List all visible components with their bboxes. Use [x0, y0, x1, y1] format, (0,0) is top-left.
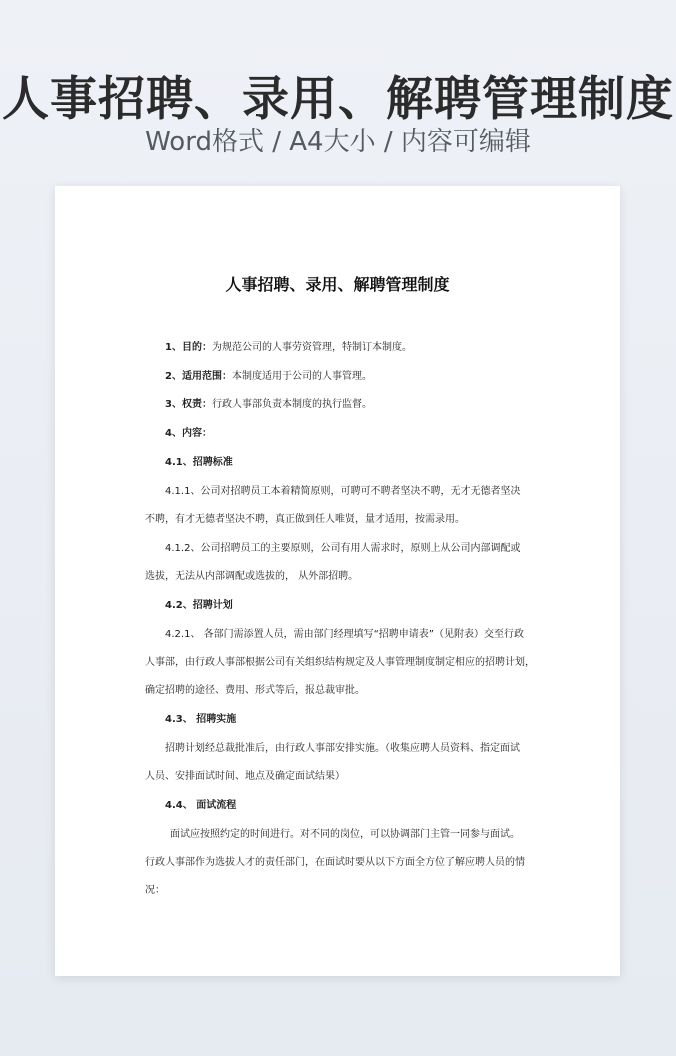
section-4-4-heading: 4.4、 面试流程 — [165, 800, 237, 811]
authority-text: 行政人事部负责本制度的执行监督。 — [211, 399, 372, 410]
purpose-paragraph — [165, 341, 412, 355]
section-4-4-line-3: 况： — [145, 885, 165, 896]
section-4-3-line-1: 招聘计划经总裁批准后，由行政人事部安排实施。（收集应聘人员资料、指定面试 — [165, 743, 520, 754]
section-4-1-heading: 4.1、招聘标准 — [165, 457, 233, 468]
section-4-1-1-line-2: 不聘，有才无德者坚决不聘，真正做到任人唯贤，量才适用，按需录用。 — [145, 514, 465, 525]
section-4-2-1-line-1: 4.2.1、 各部门需添置人员，需由部门经理填写“招聘申请表”（见附表）交至行政 — [165, 629, 524, 640]
section-4-2-1-line-3: 确定招聘的途径、费用、形式等后，报总裁审批。 — [145, 685, 365, 696]
content-heading: 4、内容： — [165, 428, 212, 439]
section-4-3-line-2: 人员、安排面试时间、地点及确定面试结果） — [145, 771, 345, 782]
authority-label: 3、权责： — [165, 399, 212, 410]
purpose-text: 为规范公司的人事劳资管理，特制订本制度。 — [211, 342, 412, 353]
section-4-4-line-1: 面试应按照约定的时间进行。对不同的岗位，可以协调部门主管一同参与面试。 — [170, 829, 520, 840]
section-4-1-2-line-1: 4.1.2、公司招聘员工的主要原则，公司有用人需求时，原则上从公司内部调配或 — [165, 543, 521, 554]
section-4-3-heading: 4.3、 招聘实施 — [165, 714, 237, 725]
section-4-2-1-line-2: 人事部，由行政人事部根据公司有关组织结构规定及人事管理制度制定相应的招聘计划， — [145, 657, 535, 668]
banner-title: 人事招聘、录用、解聘管理制度 — [2, 72, 674, 127]
banner-subtitle: Word格式 / A4大小 / 内容可编辑 — [145, 127, 531, 157]
scope-paragraph — [165, 370, 372, 384]
section-4-2-heading: 4.2、招聘计划 — [165, 600, 233, 611]
scope-label: 2、适用范围： — [165, 371, 232, 382]
scope-text: 本制度适用于公司的人事管理。 — [231, 371, 372, 382]
section-4-1-1-line-1: 4.1.1、公司对招聘员工本着精简原则，可聘可不聘者坚决不聘，无才无德者坚决 — [165, 486, 521, 497]
purpose-label: 1、目的： — [165, 342, 212, 353]
section-4-4-line-2: 行政人事部作为选拔人才的责任部门，在面试时要从以下方面全方位了解应聘人员的情 — [145, 857, 525, 868]
section-4-1-2-line-2: 选拔，无法从内部调配或选拔的， 从外部招聘。 — [145, 571, 359, 582]
document-title: 人事招聘、录用、解聘管理制度 — [225, 275, 450, 294]
authority-paragraph — [165, 398, 372, 412]
document-page — [55, 186, 620, 976]
